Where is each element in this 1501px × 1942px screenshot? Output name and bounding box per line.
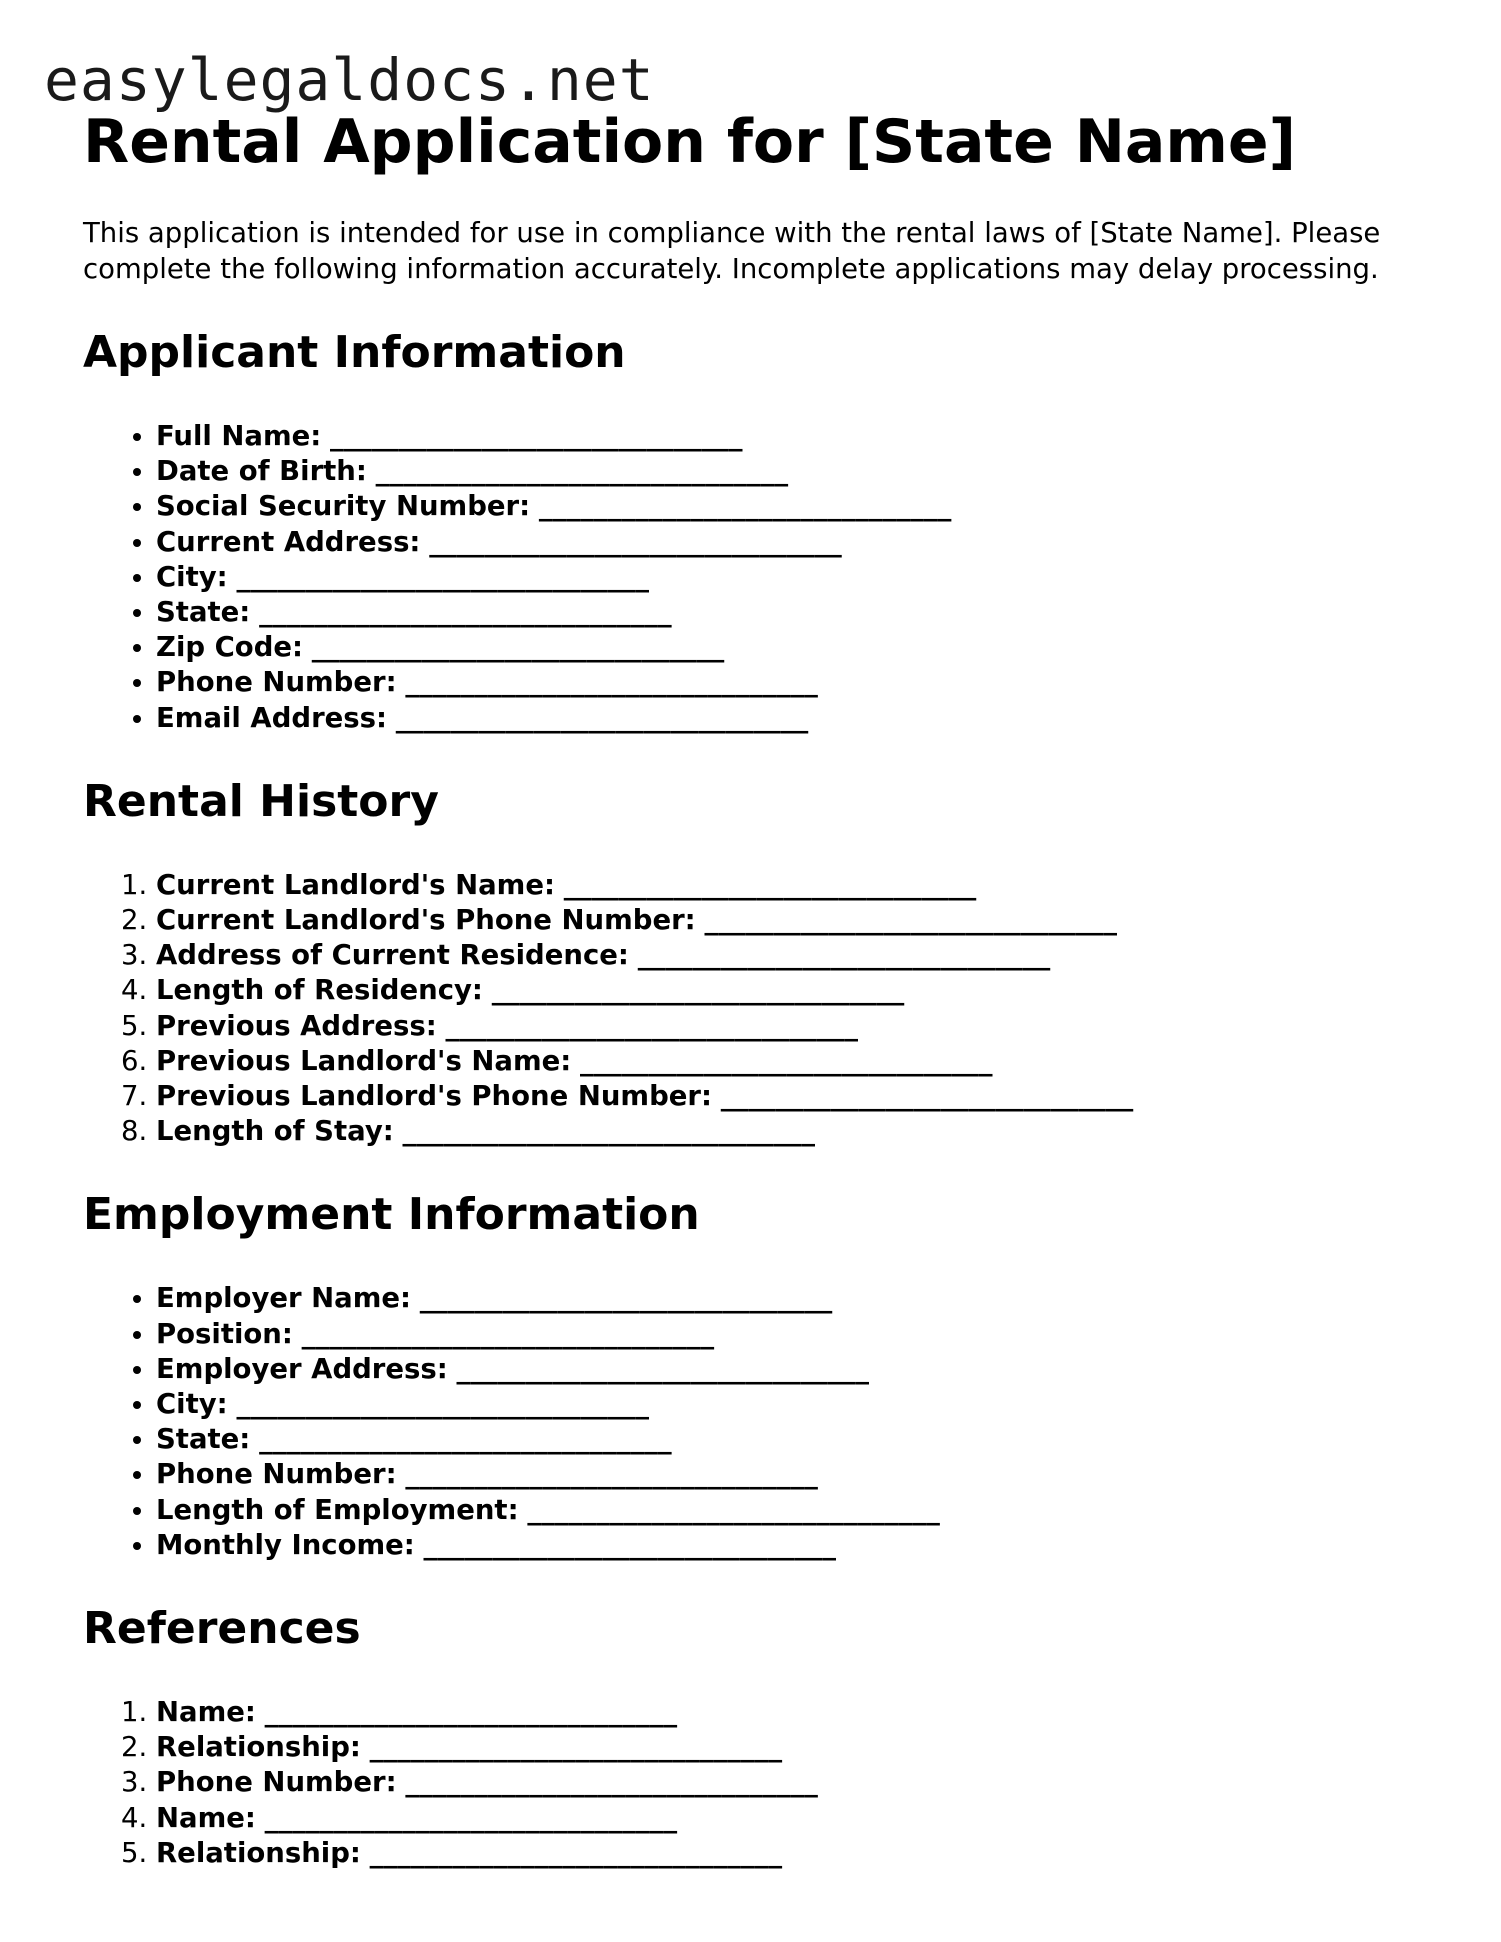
- fill-in-blank-line[interactable]: ______________________________: [563, 868, 977, 901]
- applicant-field-list: [83, 419, 1443, 736]
- fill-in-blank-line[interactable]: ______________________________: [236, 560, 649, 593]
- form-field-item: [156, 938, 1443, 973]
- fill-in-blank-line[interactable]: ______________________________: [395, 701, 809, 734]
- section-heading-references: References: [83, 1603, 361, 1655]
- form-field-item: [156, 1281, 1443, 1316]
- fill-in-blank-line[interactable]: ______________________________: [423, 1528, 837, 1561]
- form-field-item: [156, 1528, 1443, 1563]
- page-title: Rental Application for [State Name]: [83, 107, 1297, 177]
- form-field-item: [156, 1493, 1443, 1528]
- form-field-item: [156, 1730, 1443, 1765]
- field-label: Employer Address:: [156, 1352, 448, 1385]
- fill-in-blank-line[interactable]: ______________________________: [301, 1317, 715, 1350]
- field-label: Full Name:: [156, 420, 322, 452]
- field-label: Name:: [156, 1696, 256, 1729]
- fill-in-blank-line[interactable]: ______________________________: [369, 1836, 783, 1869]
- field-label: Address of Current Residence:: [156, 939, 629, 972]
- field-label: Length of Employment:: [156, 1493, 519, 1526]
- field-label: Previous Landlord's Name:: [156, 1044, 572, 1077]
- field-label: Monthly Income:: [156, 1528, 415, 1561]
- fill-in-blank-line[interactable]: ______________________________: [637, 939, 1051, 972]
- field-label: Phone Number:: [156, 666, 397, 699]
- form-field-item: [156, 701, 1443, 736]
- section-heading-employment: Employment Information: [83, 1189, 700, 1241]
- rental-history-field-list: [83, 868, 1443, 1150]
- field-label: Length of Residency:: [156, 974, 483, 1007]
- field-label: Previous Address:: [156, 1009, 437, 1042]
- field-label: Date of Birth:: [156, 455, 367, 488]
- field-label: Position:: [156, 1317, 293, 1350]
- form-field-item: [156, 903, 1443, 938]
- form-field-item: [156, 489, 1443, 524]
- fill-in-blank-line[interactable]: ______________________________: [259, 596, 672, 629]
- field-label: Relationship:: [156, 1731, 361, 1764]
- field-label: Previous Landlord's Phone Number:: [156, 1080, 712, 1113]
- fill-in-blank-line[interactable]: ______________________________: [538, 490, 952, 523]
- form-field-item: [156, 973, 1443, 1008]
- fill-in-blank-line[interactable]: ______________________________: [704, 904, 1117, 937]
- fill-in-blank-line[interactable]: ______________________________: [259, 1423, 672, 1456]
- form-field-item: [156, 1114, 1443, 1149]
- fill-in-blank-line[interactable]: ______________________________: [375, 455, 789, 488]
- form-field-item: [156, 630, 1443, 665]
- field-label: Current Landlord's Name:: [156, 868, 555, 901]
- fill-in-blank-line[interactable]: ______________________________: [429, 525, 842, 558]
- section-heading-applicant: Applicant Information: [83, 327, 626, 378]
- fill-in-blank-line[interactable]: ______________________________: [580, 1044, 993, 1077]
- field-label: Email Address:: [156, 701, 388, 734]
- field-label: State:: [156, 1423, 251, 1456]
- fill-in-blank-line[interactable]: ______________________________: [445, 1009, 858, 1042]
- form-field-item: [156, 525, 1443, 560]
- field-label: State:: [156, 596, 251, 629]
- form-field-item: [156, 1422, 1443, 1457]
- fill-in-blank-line[interactable]: ______________________________: [405, 1766, 818, 1799]
- form-field-item: [156, 1079, 1443, 1114]
- form-field-item: [156, 1009, 1443, 1044]
- fill-in-blank-line[interactable]: ______________________________: [402, 1115, 816, 1148]
- form-field-item: [156, 665, 1443, 700]
- form-field-item: [156, 419, 1443, 454]
- references-field-list: [83, 1695, 1443, 1871]
- field-label: Phone Number:: [156, 1458, 397, 1491]
- fill-in-blank-line[interactable]: ______________________________: [405, 1458, 818, 1491]
- site-watermark: easylegaldocs.net: [44, 46, 655, 114]
- field-label: Social Security Number:: [156, 490, 531, 523]
- form-field-item: [156, 1044, 1443, 1079]
- fill-in-blank-line[interactable]: ______________________________: [311, 631, 725, 664]
- form-field-item: [156, 1457, 1443, 1492]
- document-body: [83, 104, 1443, 1871]
- fill-in-blank-line[interactable]: ______________________________: [527, 1493, 940, 1526]
- employment-field-list: [83, 1281, 1443, 1563]
- fill-in-blank-line[interactable]: ______________________________: [330, 420, 743, 452]
- form-field-item: [156, 1695, 1443, 1730]
- form-field-item: [156, 1352, 1443, 1387]
- field-label: City:: [156, 1388, 228, 1421]
- fill-in-blank-line[interactable]: ______________________________: [491, 974, 905, 1007]
- form-field-item: [156, 1836, 1443, 1871]
- field-label: Current Address:: [156, 525, 421, 558]
- fill-in-blank-line[interactable]: ______________________________: [456, 1352, 870, 1385]
- form-field-item: [156, 1387, 1443, 1422]
- form-field-item: [156, 560, 1443, 595]
- field-label: Employer Name:: [156, 1282, 412, 1315]
- field-label: Length of Stay:: [156, 1115, 394, 1148]
- form-field-item: [156, 1317, 1443, 1352]
- field-label: Relationship:: [156, 1836, 361, 1869]
- form-field-item: [156, 454, 1443, 489]
- fill-in-blank-line[interactable]: ______________________________: [369, 1731, 783, 1764]
- field-label: Current Landlord's Phone Number:: [156, 904, 696, 937]
- fill-in-blank-line[interactable]: ______________________________: [405, 666, 818, 699]
- field-label: Name:: [156, 1801, 256, 1834]
- intro-paragraph: This application is intended for use in compliance with the rental laws of [State Name]. Please complete the following information accurately. Incomplete applications may delay processing.: [83, 217, 1381, 285]
- form-field-item: [156, 1801, 1443, 1836]
- fill-in-blank-line[interactable]: ______________________________: [236, 1388, 649, 1421]
- form-field-item: [156, 1765, 1443, 1800]
- field-label: City:: [156, 560, 228, 593]
- form-field-item: [156, 595, 1443, 630]
- section-heading-rental-history: Rental History: [83, 775, 439, 827]
- fill-in-blank-line[interactable]: ______________________________: [264, 1696, 678, 1729]
- fill-in-blank-line[interactable]: ______________________________: [720, 1080, 1134, 1113]
- field-label: Phone Number:: [156, 1766, 397, 1799]
- field-label: Zip Code:: [156, 631, 304, 664]
- form-field-item: [156, 868, 1443, 903]
- fill-in-blank-line[interactable]: ______________________________: [419, 1282, 833, 1315]
- fill-in-blank-line[interactable]: ______________________________: [264, 1801, 678, 1834]
